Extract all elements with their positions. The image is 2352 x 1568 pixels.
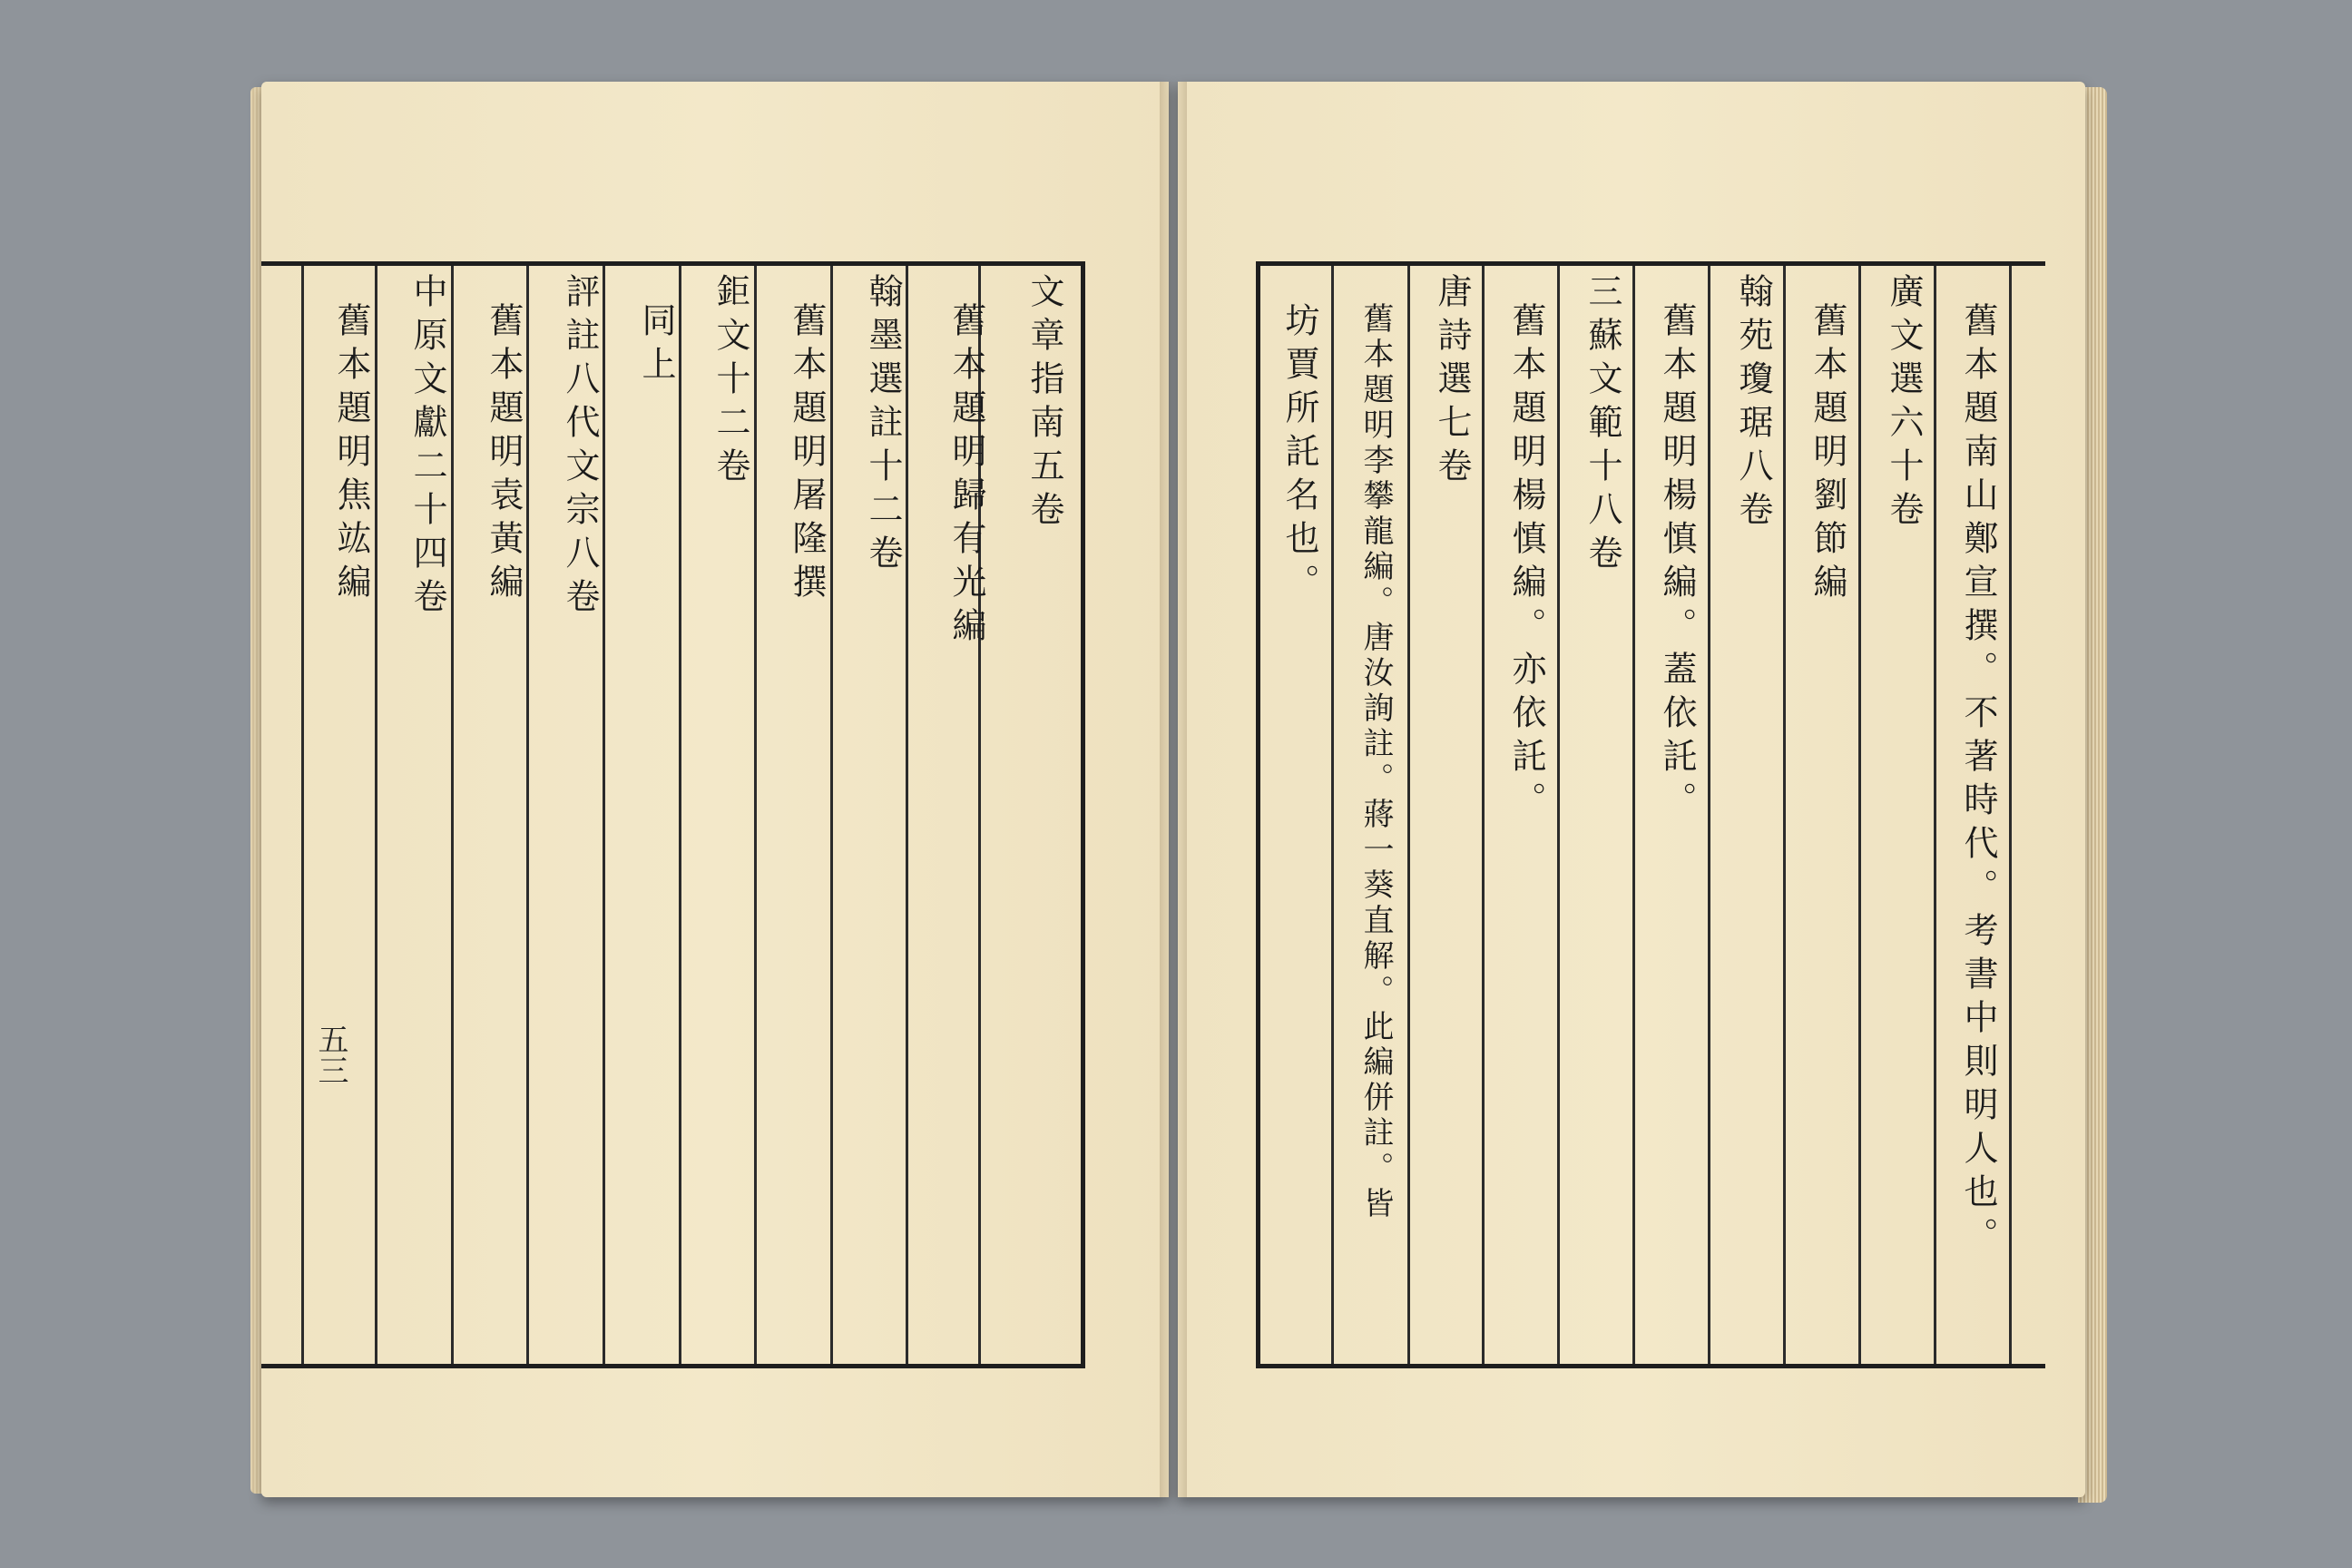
text-column: 舊本題明屠隆撰 bbox=[787, 302, 827, 607]
text-column: 翰墨選註十二卷 bbox=[863, 273, 903, 578]
text-column: 舊本題明楊慎編。蓋依託。 bbox=[1657, 302, 1697, 825]
text-column: 舊本題南山鄭宣撰。不著時代。考書中則明人也。 bbox=[1958, 302, 1998, 1260]
text-column: 評註八代文宗八卷 bbox=[560, 273, 600, 622]
left-page bbox=[261, 82, 1169, 1497]
column-rule bbox=[301, 266, 304, 1364]
text-column: 舊本題明李攀龍編。唐汝詢註。蔣一葵直解。此編併註。皆 bbox=[1357, 302, 1394, 1222]
text-column: 同上 bbox=[636, 302, 676, 389]
page-folio: 五三 bbox=[312, 1024, 348, 1085]
text-column: 廣文選六十卷 bbox=[1884, 273, 1924, 534]
text-column: 舊本題明劉節編 bbox=[1808, 302, 1847, 607]
text-column: 翰苑瓊琚八卷 bbox=[1733, 273, 1773, 534]
column-rule bbox=[1708, 266, 1710, 1364]
column-rule bbox=[2009, 266, 2012, 1364]
column-rule bbox=[906, 266, 908, 1364]
column-rule bbox=[1482, 266, 1485, 1364]
text-column: 坊賈所託名也。 bbox=[1279, 302, 1319, 607]
column-rule bbox=[1783, 266, 1786, 1364]
column-rule bbox=[1557, 266, 1560, 1364]
column-rule bbox=[679, 266, 681, 1364]
right-page bbox=[1178, 82, 2085, 1497]
text-column: 舊本題明歸有光編 bbox=[946, 302, 986, 651]
column-rule bbox=[1632, 266, 1635, 1364]
right-page-frame bbox=[1256, 261, 2045, 1368]
column-rule bbox=[1331, 266, 1334, 1364]
text-column: 舊本題明焦竑編 bbox=[331, 302, 371, 607]
text-column: 唐詩選七卷 bbox=[1432, 273, 1472, 491]
column-rule bbox=[375, 266, 377, 1364]
text-column: 文章指南五卷 bbox=[1024, 273, 1064, 534]
text-column: 中原文獻二十四卷 bbox=[407, 273, 447, 622]
column-rule bbox=[1407, 266, 1410, 1364]
column-rule bbox=[1858, 266, 1861, 1364]
book-gutter bbox=[1160, 82, 1187, 1497]
column-rule bbox=[754, 266, 757, 1364]
column-rule bbox=[526, 266, 529, 1364]
text-column: 鉅文十二卷 bbox=[710, 273, 750, 491]
text-column: 舊本題明楊慎編。亦依託。 bbox=[1506, 302, 1546, 825]
left-page-frame bbox=[261, 261, 1085, 1368]
column-rule bbox=[451, 266, 454, 1364]
column-rule bbox=[830, 266, 833, 1364]
column-rule bbox=[1934, 266, 1936, 1364]
column-rule bbox=[603, 266, 605, 1364]
open-book bbox=[256, 82, 2107, 1506]
text-column: 三蘇文範十八卷 bbox=[1583, 273, 1622, 578]
text-column: 舊本題明袁黃編 bbox=[484, 302, 524, 607]
